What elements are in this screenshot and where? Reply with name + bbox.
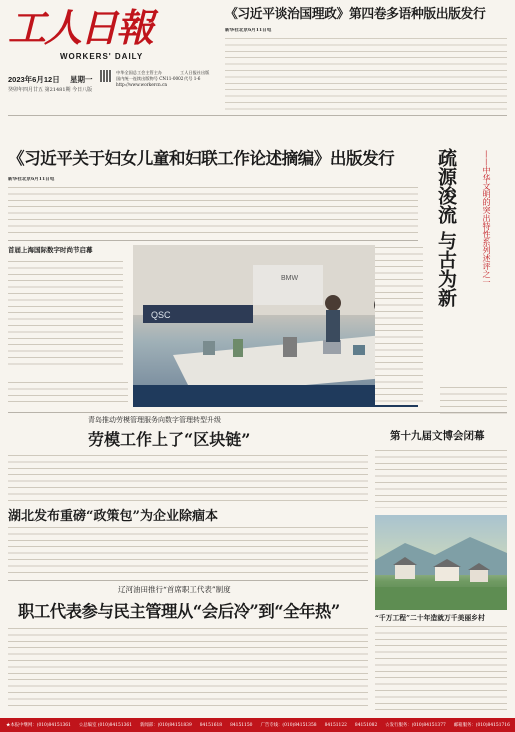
serial-line: 国内统一连续出版物号 CN11-0002 <box>116 76 184 81</box>
masthead-info <box>100 70 215 100</box>
right-column-story <box>425 140 507 410</box>
side-story <box>8 245 128 375</box>
culture-story-body <box>375 448 507 508</box>
feature-story-headline[interactable]: 劳模工作上了“区块链” <box>88 430 251 449</box>
footer-bar <box>0 718 515 732</box>
culture-story <box>375 418 507 513</box>
newspaper-english-name: WORKERS' DAILY <box>60 52 144 61</box>
feature-story-kicker: 青岛推动劳模管理服务向数字管理转型升级 <box>88 416 221 424</box>
issue-date: 2023年6月12日 <box>8 75 60 84</box>
lead-story-headline[interactable]: 《习近平关于妇女儿童和妇联工作论述摘编》出版发行 <box>8 148 395 168</box>
mid-divider <box>8 412 507 413</box>
right-column-subhead: ——中华文明的突出特性系列述评之一 <box>482 150 491 286</box>
footer-item: ☆发行服务：(010)84151377 <box>385 723 446 728</box>
right-column-headline: 疏源浚流 与古为新 <box>435 148 457 307</box>
org-line: 工人日报社出版 <box>180 70 210 75</box>
right-column-headline-part1[interactable] <box>435 148 457 307</box>
photo-side-body <box>8 380 128 405</box>
footer-item: 84151150 <box>230 722 253 728</box>
village-scene-image <box>375 515 507 610</box>
village-photo <box>375 515 507 610</box>
lead-story <box>8 147 428 247</box>
code-line: 代号 1-6 <box>184 76 201 81</box>
hubei-story <box>8 505 368 577</box>
bottom-story-kicker: 辽河油田推行“首席职工代表”制度 <box>118 585 231 594</box>
bottom-story-headline[interactable]: 职工代表参与民主管理从“会后冷”到“全年热” <box>18 602 340 621</box>
bottom-right-body <box>375 624 507 712</box>
hubei-story-headline[interactable]: 湖北发布重磅“政策包”为企业除痼本 <box>8 509 218 524</box>
right-body <box>375 245 423 405</box>
issue-weekday: 星期一 <box>70 75 93 84</box>
svg-text:QSC: QSC <box>151 310 171 320</box>
footer-item: 广告专线：(010)84151358 <box>260 723 317 728</box>
footer-item: ☆总编室 (010)84151361 <box>78 723 133 728</box>
footer-item: 84151618 <box>199 722 223 728</box>
top-story-body <box>225 36 507 114</box>
top-story-headline[interactable]: 《习近平谈治国理政》第四卷多语种版出版发行 <box>225 7 486 22</box>
bottom-right-headline[interactable]: “千万工程”二十年造就万千美丽乡村 <box>375 614 485 622</box>
footer-item: 新闻部：(010)84151839 <box>140 723 192 728</box>
lead-divider <box>8 240 418 241</box>
footer-item: ★本报中继网：(010)84151361 <box>6 723 71 728</box>
side-story-body <box>8 259 123 369</box>
bottom-story <box>8 582 368 717</box>
bottom-right-story <box>375 612 507 714</box>
hubei-story-body <box>8 525 368 575</box>
footer-item: 邮箱服务：(010)84151716 <box>453 723 510 728</box>
bottom-story-body <box>8 626 368 711</box>
top-story <box>225 6 507 114</box>
culture-story-headline[interactable]: 第十九届文博会闭幕 <box>390 430 485 442</box>
issue-number: 癸卯年四月廿五 第21481期 今日八版 <box>8 87 93 93</box>
footer-item: 84151122 <box>324 722 347 728</box>
website-link[interactable]: http://www.workercn.cn <box>116 82 168 87</box>
side-story-headline[interactable]: 首届上海国际数字时尚节启幕 <box>8 246 93 254</box>
lead-story-body <box>8 185 418 237</box>
masthead-divider <box>8 115 507 116</box>
svg-text:BMW: BMW <box>281 275 299 282</box>
masthead <box>8 6 158 118</box>
bottom-divider <box>8 580 368 581</box>
qr-code-icon <box>100 70 112 82</box>
top-story-byline: 新华社北京6月11日电 <box>225 28 272 33</box>
right-body-2 <box>440 385 507 415</box>
feature-story-body <box>8 453 368 503</box>
footer-item: 84151082 <box>354 722 378 728</box>
lead-story-byline: 新华社北京6月11日电 <box>8 177 55 182</box>
feature-story <box>8 415 368 505</box>
publisher-line: 中华全国总工会主管主办 <box>116 70 163 75</box>
newspaper-logo: 工人日報 <box>8 5 153 50</box>
